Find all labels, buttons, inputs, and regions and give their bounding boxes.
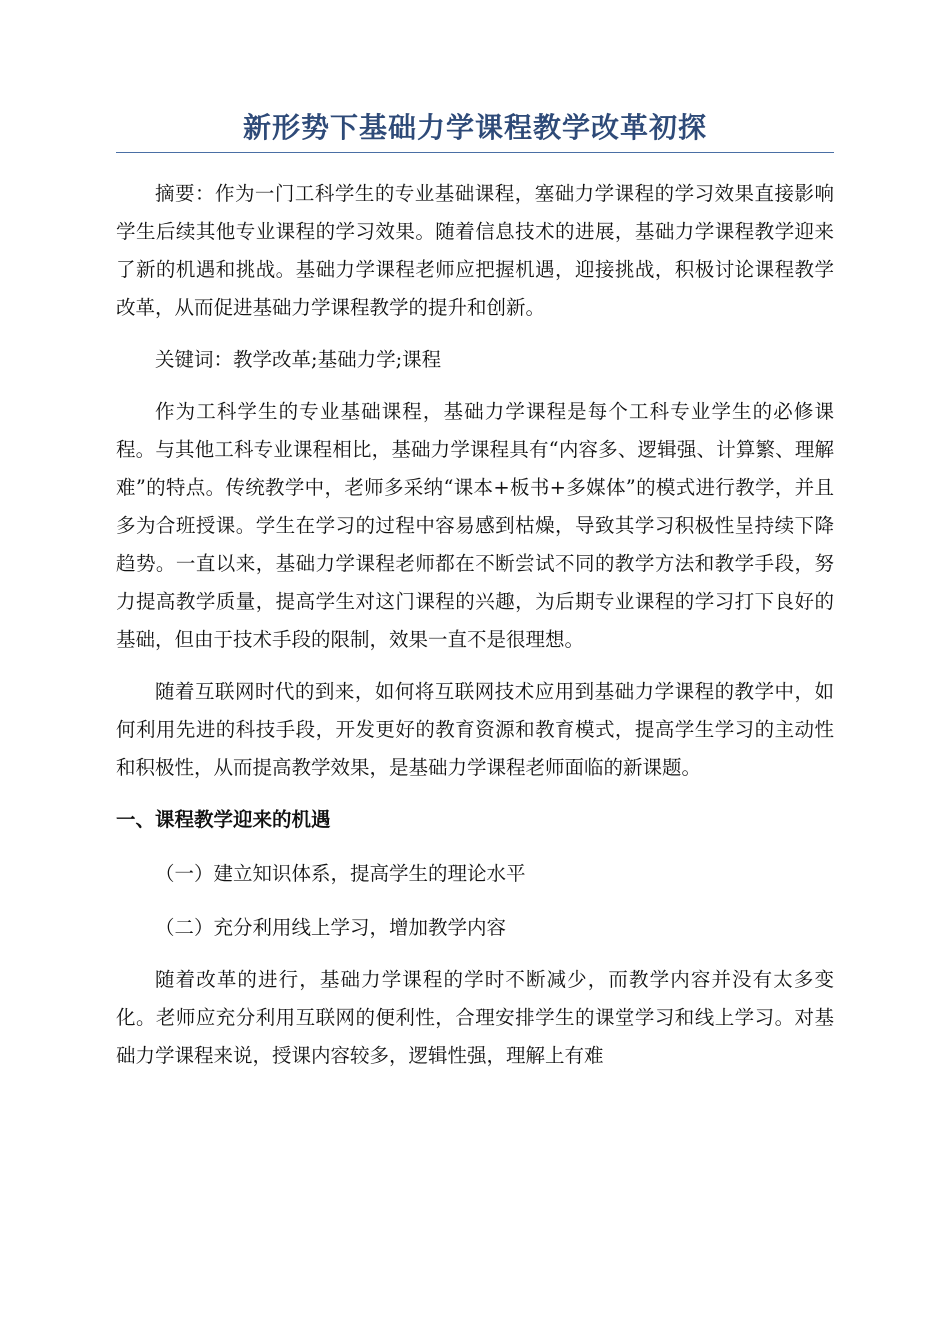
keywords-line: 关键词：教学改革;基础力学;课程 [155,348,442,371]
section-heading-1: 一、课程教学迎来的机遇 [116,808,331,831]
document-title: 新形势下基础力学课程教学改革初探 [116,108,834,153]
body-paragraph-1: 作为工科学生的专业基础课程，基础力学课程是每个工科专业学生的必修课程。与其他工科专业课程相比，基础力学课程具有“内容多、逻辑强、计算繁、理解难”的特点。传统教学中，老师多采纳“课本+板书+多媒体”的模式进行教学，并且多为合班授课。学生在学习的过程中容易感到枯燥，导致其学习积极性呈持续下降趋势。一直以来，基础力学课程老师都在不断尝试不同的教学方法和教学手段，努力提高教学质量，提高学生对这门课程的兴趣，为后期专业课程的学习打下良好的基础，但由于技术手段的限制，效果一直不是很理想。 [116,400,834,651]
abstract-paragraph: 摘要：作为一门工科学生的专业基础课程，塞础力学课程的学习效果直接影响学生后续其他专业课程的学习效果。随着信息技术的进展，基础力学课程教学迎来了新的机遇和挑战。基础力学课程老师应把握机遇，迎接挑战，积极讨论课程教学改革，从而促进基础力学课程教学的提升和创新。 [116,182,834,319]
document-page [116,108,834,1075]
subsection-heading-1: （一）建立知识体系，提高学生的理论水平 [155,862,526,885]
body-paragraph-2: 随着互联网时代的到来，如何将互联网技术应用到基础力学课程的教学中，如何利用先进的科技手段，开发更好的教育资源和教育模式，提高学生学习的主动性和积极性，从而提高教学效果，是基础力学课程老师面临的新课题。 [116,680,834,779]
body-paragraph-3: 随着改革的进行，基础力学课程的学时不断减少，而教学内容并没有太多变化。老师应充分利用互联网的便利性，合理安排学生的课堂学习和线上学习。对基础力学课程来说，授课内容较多，逻辑性强，理解上有难 [116,968,834,1067]
subsection-heading-2: （二）充分利用线上学习，增加教学内容 [155,916,507,939]
